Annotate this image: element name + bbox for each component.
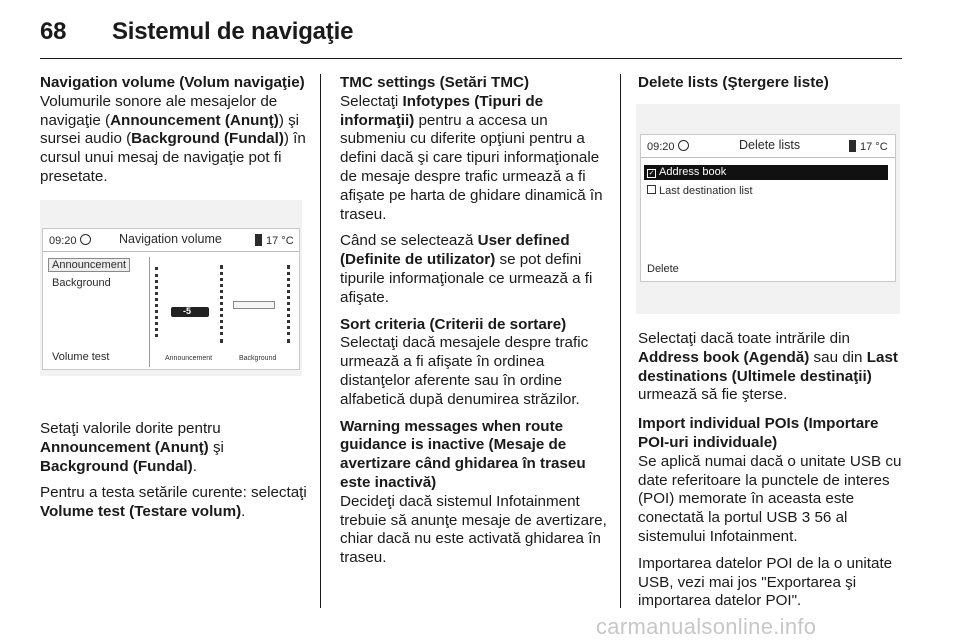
paragraph: Volumurile sonore ale mesajelor de navigaţie (Announcement (Anunţ)) şi sursei audio (Background (Fundal)) în cursul unui mesaj de navigaţie pot fi presetate. — [40, 92, 306, 185]
paragraph: Selectaţi dacă toate intrările din Address book (Agendă) sau din Last destinations (Ultimele destinaţii) urmează să fie şterse. — [638, 330, 898, 404]
menu-item-announcement[interactable]: Announcement — [48, 258, 130, 272]
column-3 — [638, 74, 902, 93]
clock-time: 09:20 — [647, 141, 675, 153]
menu-item-background[interactable]: Background — [52, 277, 111, 289]
screen-title: Delete lists — [739, 138, 801, 152]
paragraph: Selectaţi Infotypes (Tipuri de informaţii) pentru a accesa un submeniu cu diferite opţiuni pentru a defini dacă şi care tipuri informaţionale de mesaje despre trafic urmează a fi afişate pe harta de ghidare dinamică în traseu. — [340, 92, 603, 223]
page-number: 68 — [40, 18, 67, 45]
list-item-address-book[interactable]: ✓ Address book — [644, 165, 888, 180]
temperature: 17 °C — [860, 141, 888, 153]
clock-icon — [678, 140, 689, 151]
section-heading: Warning messages when route guidance is inactive (Mesaje de avertizare când ghidarea în traseu este inactivă) — [340, 417, 586, 491]
volume-test-button[interactable]: Volume test — [52, 351, 110, 363]
column-divider-1 — [320, 74, 321, 608]
header-rule — [40, 58, 902, 59]
checkbox-icon — [647, 185, 656, 194]
battery-icon — [849, 140, 856, 152]
section-heading: Navigation volume (Volum navigaţie) — [40, 74, 305, 91]
screen-title: Navigation volume — [119, 232, 222, 246]
paragraph: Setaţi valorile dorite pentru Announcement (Anunţ) şi Background (Fundal). — [40, 420, 224, 475]
paragraph: Selectaţi dacă mesajele despre trafic urmează a fi afişate în ordinea distanţelor aferente sau în ordine alfabetică după denumirea străzilor. — [340, 334, 589, 408]
announcement-slider[interactable] — [171, 307, 209, 317]
clock-icon — [80, 234, 91, 245]
announcement-value: -5 — [183, 306, 192, 316]
navigation-volume-screen — [40, 200, 302, 376]
background-slider[interactable] — [233, 301, 275, 309]
section-heading: Import individual POIs (Importare POI-uri individuale) — [638, 415, 879, 451]
delete-button[interactable]: Delete — [647, 263, 679, 275]
paragraph: Se aplică numai dacă o unitate USB cu date referitoare la punctele de interes (POI) memorate în aceasta este conectată la portul USB 3 56 al sistemului Infotainment. — [638, 452, 902, 545]
page-header — [40, 18, 353, 46]
page-title: Sistemul de navigaţie — [112, 18, 354, 45]
paragraph: Pentru a testa setările curente: selectaţi Volume test (Testare volum). — [40, 484, 307, 521]
column-2 — [340, 74, 608, 568]
page-reference[interactable]: 3 56 — [801, 509, 832, 527]
temperature: 17 °C — [266, 235, 294, 247]
paragraph: Când se selectează User defined (Definite de utilizator) se pot defini tipurile informaţionale ce urmează a fi afişate. — [340, 232, 593, 306]
list-item-last-destination[interactable]: Last destination list — [644, 184, 753, 199]
caption-announcement: Announcement — [165, 355, 213, 362]
column-1 — [40, 74, 308, 187]
column-divider-2 — [620, 74, 621, 608]
caption-background: Background — [239, 355, 277, 362]
checkbox-checked-icon: ✓ — [648, 170, 655, 177]
delete-lists-screen — [636, 104, 900, 314]
column-3-lower — [638, 330, 902, 611]
section-heading: Sort criteria (Criterii de sortare) — [340, 315, 567, 333]
paragraph: Decideţi dacă sistemul Infotainment trebuie să anunţe mesaje de avertizare, chiar dacă nu este activată ghidarea în traseu. — [340, 492, 607, 567]
watermark: carmanualsonline.info — [596, 614, 817, 639]
clock-time: 09:20 — [49, 235, 77, 247]
section-heading: TMC settings (Setări TMC) — [340, 74, 530, 91]
battery-icon — [255, 234, 262, 246]
paragraph: Importarea datelor POI de la o unitate USB, vezi mai jos "Exportarea şi importarea datelor POI". — [638, 554, 893, 610]
section-heading: Delete lists (Ştergere liste) — [638, 74, 829, 91]
column-1-lower — [40, 420, 308, 522]
